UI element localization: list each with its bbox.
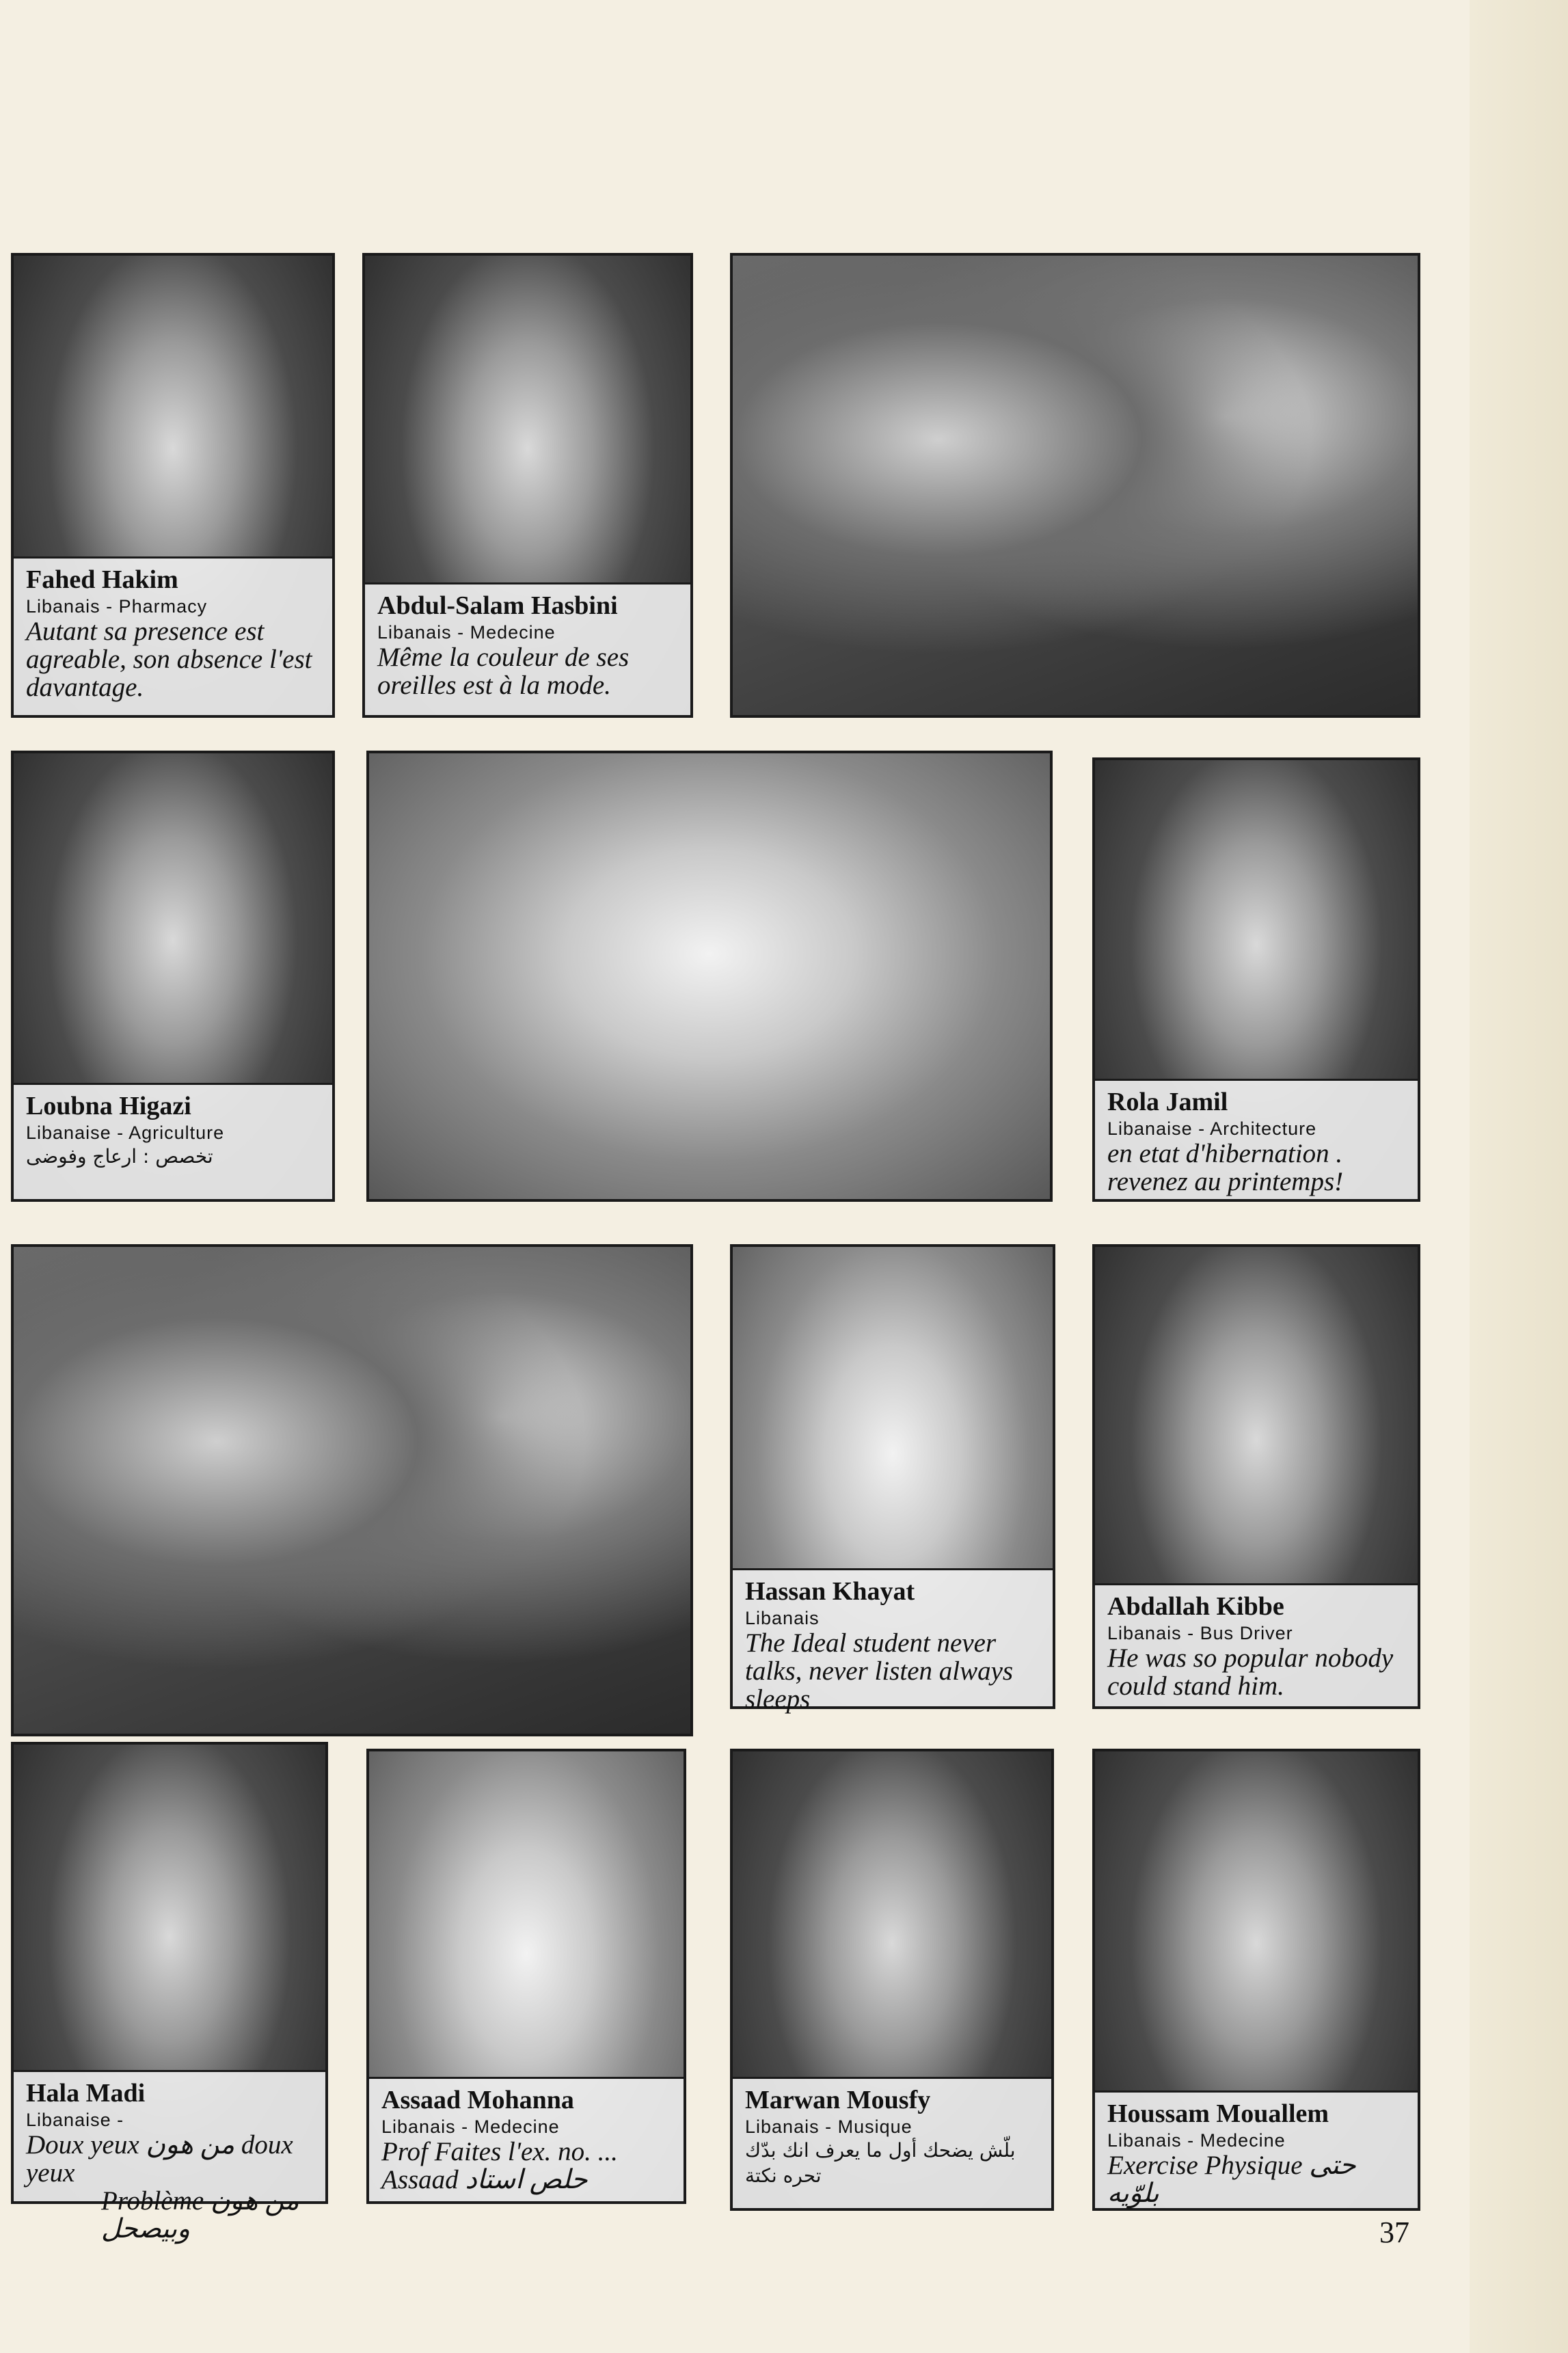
page-edge	[1470, 0, 1568, 2353]
caption	[1095, 2090, 1418, 2208]
portrait-abdallah-kibbe	[1092, 1244, 1420, 1709]
student-name: Houssam Mouallem	[1107, 2099, 1329, 2128]
caption	[1095, 1079, 1418, 1199]
group-photo-arm-wrestling	[11, 1244, 693, 1736]
portrait-hala-madi	[11, 1742, 328, 2244]
caption	[14, 1083, 332, 1199]
student-name: Fahed Hakim	[26, 565, 178, 594]
page-number: 37	[1379, 2216, 1409, 2249]
portrait-hassan-khayat	[730, 1244, 1055, 1715]
student-info: Libanais - Medecine	[381, 2116, 560, 2137]
student-name: Abdul-Salam Hasbini	[377, 591, 618, 620]
student-name: Rola Jamil	[1107, 1088, 1228, 1116]
group-photo-two-students	[730, 253, 1420, 718]
portrait-loubna-higazi	[11, 751, 335, 1202]
portrait-rola-jamil	[1092, 757, 1420, 1202]
group-photo	[14, 1247, 690, 1734]
group-photo	[369, 753, 1050, 1199]
student-quote: Doux yeux من هون doux yeux	[26, 2130, 293, 2188]
caption	[14, 556, 332, 715]
student-info: Libanaise - Agriculture	[26, 1122, 225, 1143]
student-info: Libanaise - Architecture	[1107, 1118, 1317, 1139]
student-info: Libanais - Medecine	[1107, 2129, 1286, 2151]
student-name: Marwan Mousfy	[745, 2086, 931, 2114]
portrait-abdul-salam-hasbini	[362, 253, 693, 718]
group-photo	[733, 256, 1418, 715]
caption	[369, 2077, 684, 2201]
student-quote: en etat d'hibernation . revenez au printemps!	[1107, 1139, 1344, 1197]
student-info: Libanais - Musique	[745, 2116, 913, 2137]
student-info: Libanais - Pharmacy	[26, 595, 208, 617]
student-arabic-quote: تخصص : ارعاج وفوضى	[26, 1145, 213, 1168]
student-name: Loubna Higazi	[26, 1092, 191, 1120]
student-info: Libanais	[745, 1607, 820, 1628]
student-name: Abdallah Kibbe	[1107, 1592, 1284, 1621]
student-arabic-quote: بلّش يضحك أول ما يعرف انك بدّك تحره نكتة	[745, 2139, 1016, 2187]
student-name: Hala Madi	[26, 2079, 146, 2108]
portrait-marwan-mousfy	[730, 1749, 1054, 2211]
student-quote-line-2: Problème من هون وبيصحل	[101, 2186, 299, 2244]
portrait-houssam-mouallem	[1092, 1749, 1420, 2211]
student-info: Libanais - Medecine	[377, 621, 556, 643]
student-quote-line-2: Assaad حلص استاد	[381, 2165, 588, 2195]
student-quote: Autant sa presence est agreable, son absence l'est davantage.	[26, 617, 312, 703]
caption	[733, 2077, 1051, 2208]
student-quote: Prof Faites l'ex. no. ...	[381, 2137, 618, 2167]
student-quote: He was so popular nobody could stand him.	[1107, 1643, 1394, 1702]
caption	[14, 2070, 325, 2244]
student-quote: The Ideal student never talks, never listen always sleeps	[745, 1628, 1014, 1715]
portrait-fahed-hakim	[11, 253, 335, 718]
caption	[1095, 1583, 1418, 1706]
student-info: Libanais - Bus Driver	[1107, 1622, 1293, 1643]
group-photo-classroom	[366, 751, 1053, 1202]
student-quote: Exercise Physique حتى بلوّيه	[1107, 2151, 1356, 2209]
portrait-assaad-mohanna	[366, 1749, 686, 2204]
student-info: Libanaise -	[26, 2109, 124, 2130]
caption	[365, 582, 690, 715]
student-name: Hassan Khayat	[745, 1577, 915, 1606]
student-name: Assaad Mohanna	[381, 2086, 574, 2114]
caption	[733, 1568, 1053, 1715]
student-quote: Même la couleur de ses oreilles est à la mode.	[377, 643, 630, 701]
